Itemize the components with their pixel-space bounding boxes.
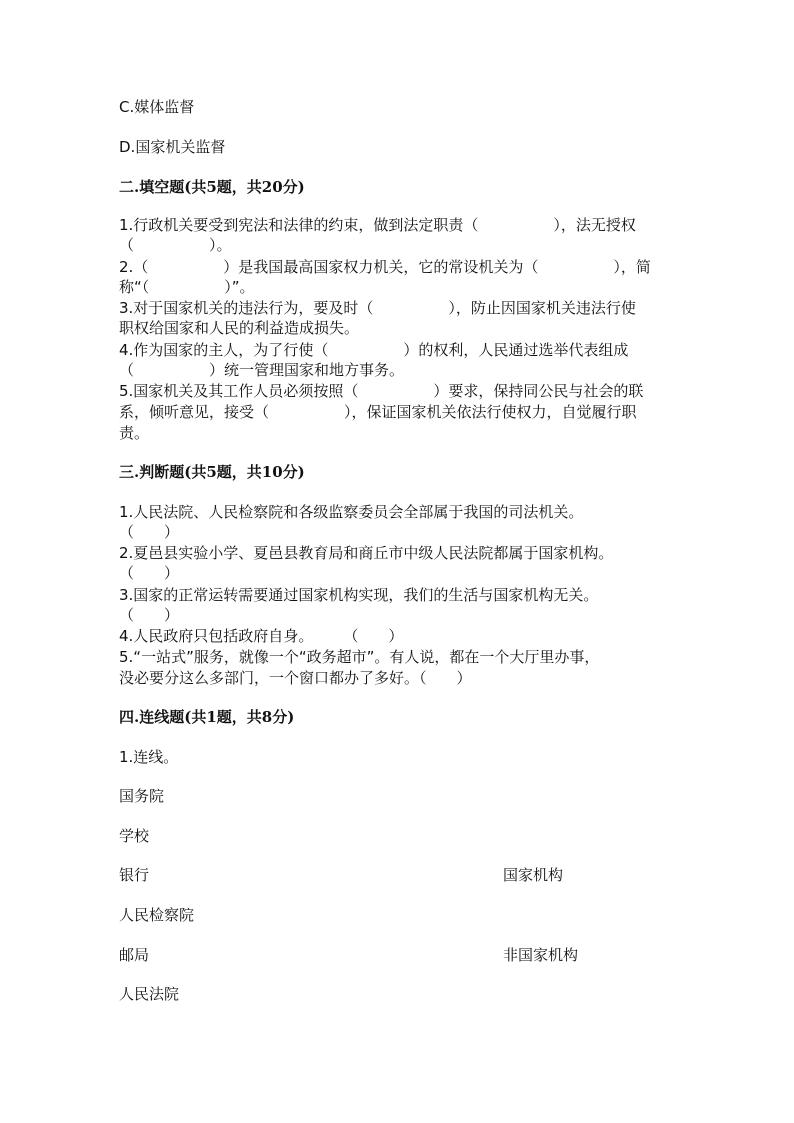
judge-answer-blank: （ ） (119, 564, 180, 582)
option-d: D.国家机关监督 (119, 138, 226, 156)
judge-line: 5.“一站式”服务，就像一个“政务超市”。有人说，都在一个大厅里办事， (119, 648, 600, 666)
match-left-item: 人民法院 (119, 985, 180, 1003)
match-left-item: 银行 (119, 866, 150, 884)
fill-line: 责。 (119, 424, 150, 442)
judge-line: 4.人民政府只包括政府自身。 （ ） (119, 627, 404, 645)
section-heading-judge: 三.判断题(共5题，共10分) (119, 463, 305, 481)
judge-line: 3.国家的正常运转需要通过国家机构实现，我们的生活与国家机构无关。 (119, 586, 599, 604)
fill-line: 3.对于国家机关的违法行为，要及时（ ），防止因国家机关违法行使 (119, 299, 636, 317)
fill-line: 1.行政机关要受到宪法和法律的约束，做到法定职责（ ），法无授权 (119, 216, 636, 234)
match-left-item: 学校 (119, 827, 150, 845)
judge-line: 1.人民法院、人民检察院和各级监察委员会全部属于我国的司法机关。 (119, 503, 584, 521)
fill-line: 5.国家机关及其工作人员必须按照（ ）要求，保持同公民与社会的联 (119, 382, 644, 400)
judge-answer-blank: （ ） (119, 523, 180, 541)
match-prompt: 1.连线。 (119, 748, 179, 766)
fill-line: 称“（ ）”。 (119, 278, 255, 296)
match-left-item: 国务院 (119, 787, 165, 805)
match-right-item: 国家机构 (503, 866, 564, 884)
fill-line: （ ）。 (119, 236, 232, 254)
judge-line: 没必要分这么多部门，一个窗口都办了多好。（ ） (119, 669, 472, 687)
section-heading-fill: 二.填空题(共5题，共20分) (119, 178, 305, 196)
judge-answer-blank: （ ） (119, 606, 180, 624)
fill-line: 职权给国家和人民的利益造成损失。 (119, 319, 360, 337)
match-left-item: 人民检察院 (119, 906, 195, 924)
judge-line: 2.夏邑县实验小学、夏邑县教育局和商丘市中级人民法院都属于国家机构。 (119, 544, 614, 562)
fill-line: 系，倾听意见，接受（ ），保证国家机关依法行使权力，自觉履行职 (119, 403, 637, 421)
option-c: C.媒体监督 (119, 98, 195, 116)
match-left-item: 邮局 (119, 946, 150, 964)
fill-line: 2.（ ）是我国最高国家权力机关，它的常设机关为（ ），简 (119, 258, 651, 276)
section-heading-match: 四.连线题(共1题，共8分) (119, 708, 295, 726)
fill-line: （ ）统一管理国家和地方事务。 (119, 361, 405, 379)
fill-line: 4.作为国家的主人，为了行使（ ）的权利，人民通过选举代表组成 (119, 341, 629, 359)
match-right-item: 非国家机构 (503, 946, 579, 964)
